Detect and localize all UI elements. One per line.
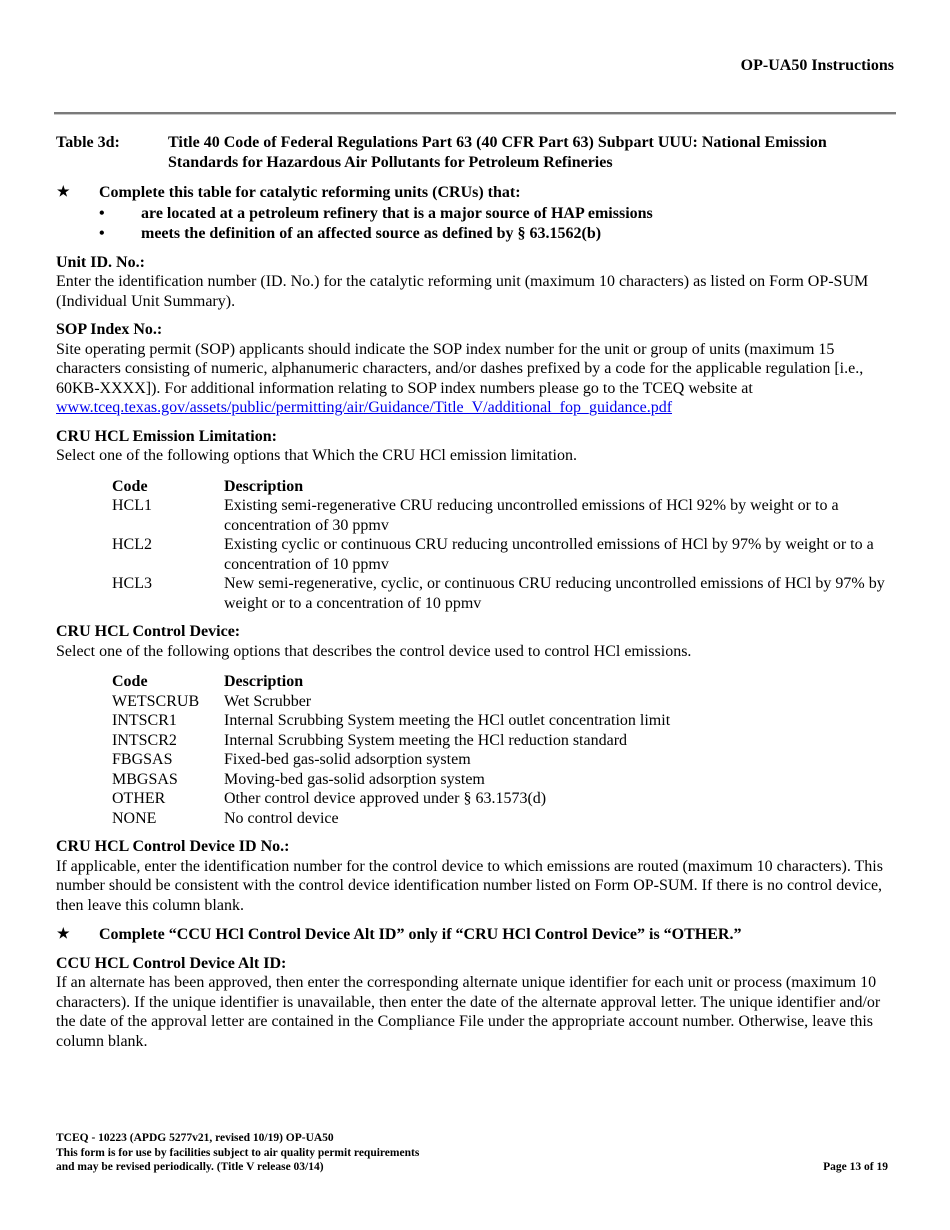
section-heading: CCU HCL Control Device Alt ID:: [56, 954, 287, 972]
section-text: Select one of the following options that Which the CRU HCl emission limitation.: [56, 447, 577, 464]
header-rule: [54, 112, 896, 114]
table-title-text: Title 40 Code of Federal Regulations Part 63 (40 CFR Part 63) Subpart UUU: National Emission Standards for Hazardous Air Pollutants for Petroleum Refineries: [168, 134, 827, 171]
code-cell: WETSCRUB: [112, 692, 200, 710]
footer-line-3: and may be revised periodically. (Title V release 03/14): [56, 1161, 324, 1173]
header-title: OP-UA50 Instructions: [740, 57, 894, 74]
section-alt-id: [56, 954, 896, 1052]
description-cell: No control device: [224, 809, 339, 827]
code-table-header: [112, 477, 896, 497]
section-text: If applicable, enter the identification number for the control device to which emissions are routed (maximum 10 characters). This number should be consistent with the control device identification number listed on Form OP-SUM. If there is no control device, then leave this column blank.: [56, 857, 883, 914]
description-cell: Fixed-bed gas-solid adsorption system: [224, 751, 471, 768]
section-heading: CRU HCL Control Device ID No.:: [56, 838, 290, 855]
table-row: [112, 692, 896, 712]
code-cell: INTSCR1: [112, 712, 177, 729]
description-cell: Internal Scrubbing System meeting the HCl outlet concentration limit: [224, 712, 671, 729]
description-cell: Existing cyclic or continuous CRU reducing uncontrolled emissions of HCl by 97% by weight or to a concentration of 10 ppmv: [224, 536, 874, 573]
section-heading: CRU HCL Control Device:: [56, 623, 241, 640]
section-text: If an alternate has been approved, then enter the corresponding alternate unique identifier for each unit or process (maximum 10 characters). If the unique identifier is unavailable, then enter the date of the alternate approval letter. The unique identifier and/or the date of the approval letter are contained in the Compliance File under the appropriate account number. Otherwise, leave this column blank.: [56, 974, 881, 1050]
code-cell: HCL3: [112, 575, 152, 592]
description-cell: New semi-regenerative, cyclic, or continuous CRU reducing uncontrolled emissions of HCl by 97% by weight or to a concentration of 10 ppmv: [224, 575, 885, 612]
code-table-header: [112, 672, 896, 692]
code-cell: OTHER: [112, 790, 166, 807]
star-icon: ★: [57, 927, 70, 942]
code-cell: INTSCR2: [112, 731, 177, 749]
section-heading: SOP Index No.:: [56, 321, 163, 338]
section-control-device: [56, 622, 896, 828]
description-cell: Wet Scrubber: [224, 692, 312, 710]
code-column-header: Code: [112, 673, 148, 690]
section-heading: CRU HCL Emission Limitation:: [56, 427, 277, 445]
description-column-header: Description: [224, 673, 304, 690]
bullet-icon: •: [99, 225, 105, 242]
list-item: [56, 204, 896, 224]
table-row: [112, 731, 896, 751]
footer-line-1: TCEQ - 10223 (APDG 5277v21, revised 10/19) OP-UA50: [56, 1132, 334, 1144]
intro-bullets: [56, 204, 896, 244]
code-cell: HCL2: [112, 536, 152, 553]
bullet-text: are located at a petroleum refinery that is a major source of HAP emissions: [141, 204, 653, 222]
table-label: Table 3d:: [56, 134, 120, 151]
emission-code-table: [112, 477, 896, 614]
intro-lead: Complete this table for catalytic reforming units (CRUs) that:: [99, 184, 521, 201]
content: [56, 133, 896, 1051]
description-cell: Existing semi-regenerative CRU reducing uncontrolled emissions of HCl 92% by weight or to a concentration of 30 ppmv: [224, 497, 839, 534]
section-text: Select one of the following options that describes the control device used to control HCl emissions.: [56, 642, 692, 660]
star-icon: ★: [57, 185, 70, 200]
description-column-header: Description: [224, 477, 304, 495]
bullet-text: meets the definition of an affected source as defined by § 63.1562(b): [141, 225, 602, 242]
table-row: [112, 496, 896, 535]
description-cell: Internal Scrubbing System meeting the HCl reduction standard: [224, 731, 628, 749]
table-title: [56, 133, 896, 172]
table-row: [112, 574, 896, 613]
table-row: [112, 535, 896, 574]
section-text: [56, 340, 896, 418]
code-cell: NONE: [112, 809, 157, 827]
code-cell: MBGSAS: [112, 770, 178, 788]
code-cell: HCL1: [112, 497, 152, 514]
table-row: [112, 770, 896, 790]
description-cell: Other control device approved under § 63.1573(d): [224, 790, 547, 807]
description-cell: Moving-bed gas-solid adsorption system: [224, 770, 485, 788]
intro-note: [56, 183, 896, 203]
page-number: Page 13 of 19: [823, 1161, 888, 1173]
list-item: [56, 224, 896, 244]
table-row: [112, 750, 896, 770]
alt-note-text: Complete “CCU HCl Control Device Alt ID” only if “CRU HCl Control Device” is “OTHER.”: [99, 926, 742, 943]
table-row: [112, 711, 896, 731]
footer: [56, 1131, 888, 1175]
guidance-link[interactable]: www.tceq.texas.gov/assets/public/permitting/air/Guidance/Title_V/additional_fop_guidance.pdf: [56, 399, 673, 416]
section-emission-limitation: [56, 427, 896, 614]
table-row: [112, 789, 896, 809]
section-heading: Unit ID. No.:: [56, 253, 145, 271]
control-device-code-table: [112, 672, 896, 828]
section-control-device-id: [56, 837, 896, 915]
sop-text: Site operating permit (SOP) applicants should indicate the SOP index number for the unit or group of units (maximum 15 characters consisting of numeric, alphanumeric characters, and/or dashes prefixed by a code for the applicable regulation [i.e., 60KB-XXXX]). For additional information relating to SOP index numbers please go to the TCEQ website at: [56, 340, 864, 397]
footer-line-2: This form is for use by facilities subject to air quality permit requirements: [56, 1146, 420, 1159]
section-unit-id: [56, 253, 896, 312]
code-cell: FBGSAS: [112, 751, 173, 768]
bullet-icon: •: [99, 204, 105, 222]
table-row: [112, 809, 896, 829]
alt-id-note: [56, 925, 896, 945]
section-text: Enter the identification number (ID. No.) for the catalytic reforming unit (maximum 10 characters) as listed on Form OP-SUM (Individual Unit Summary).: [56, 273, 869, 310]
code-column-header: Code: [112, 477, 148, 495]
section-sop-index: [56, 320, 896, 418]
